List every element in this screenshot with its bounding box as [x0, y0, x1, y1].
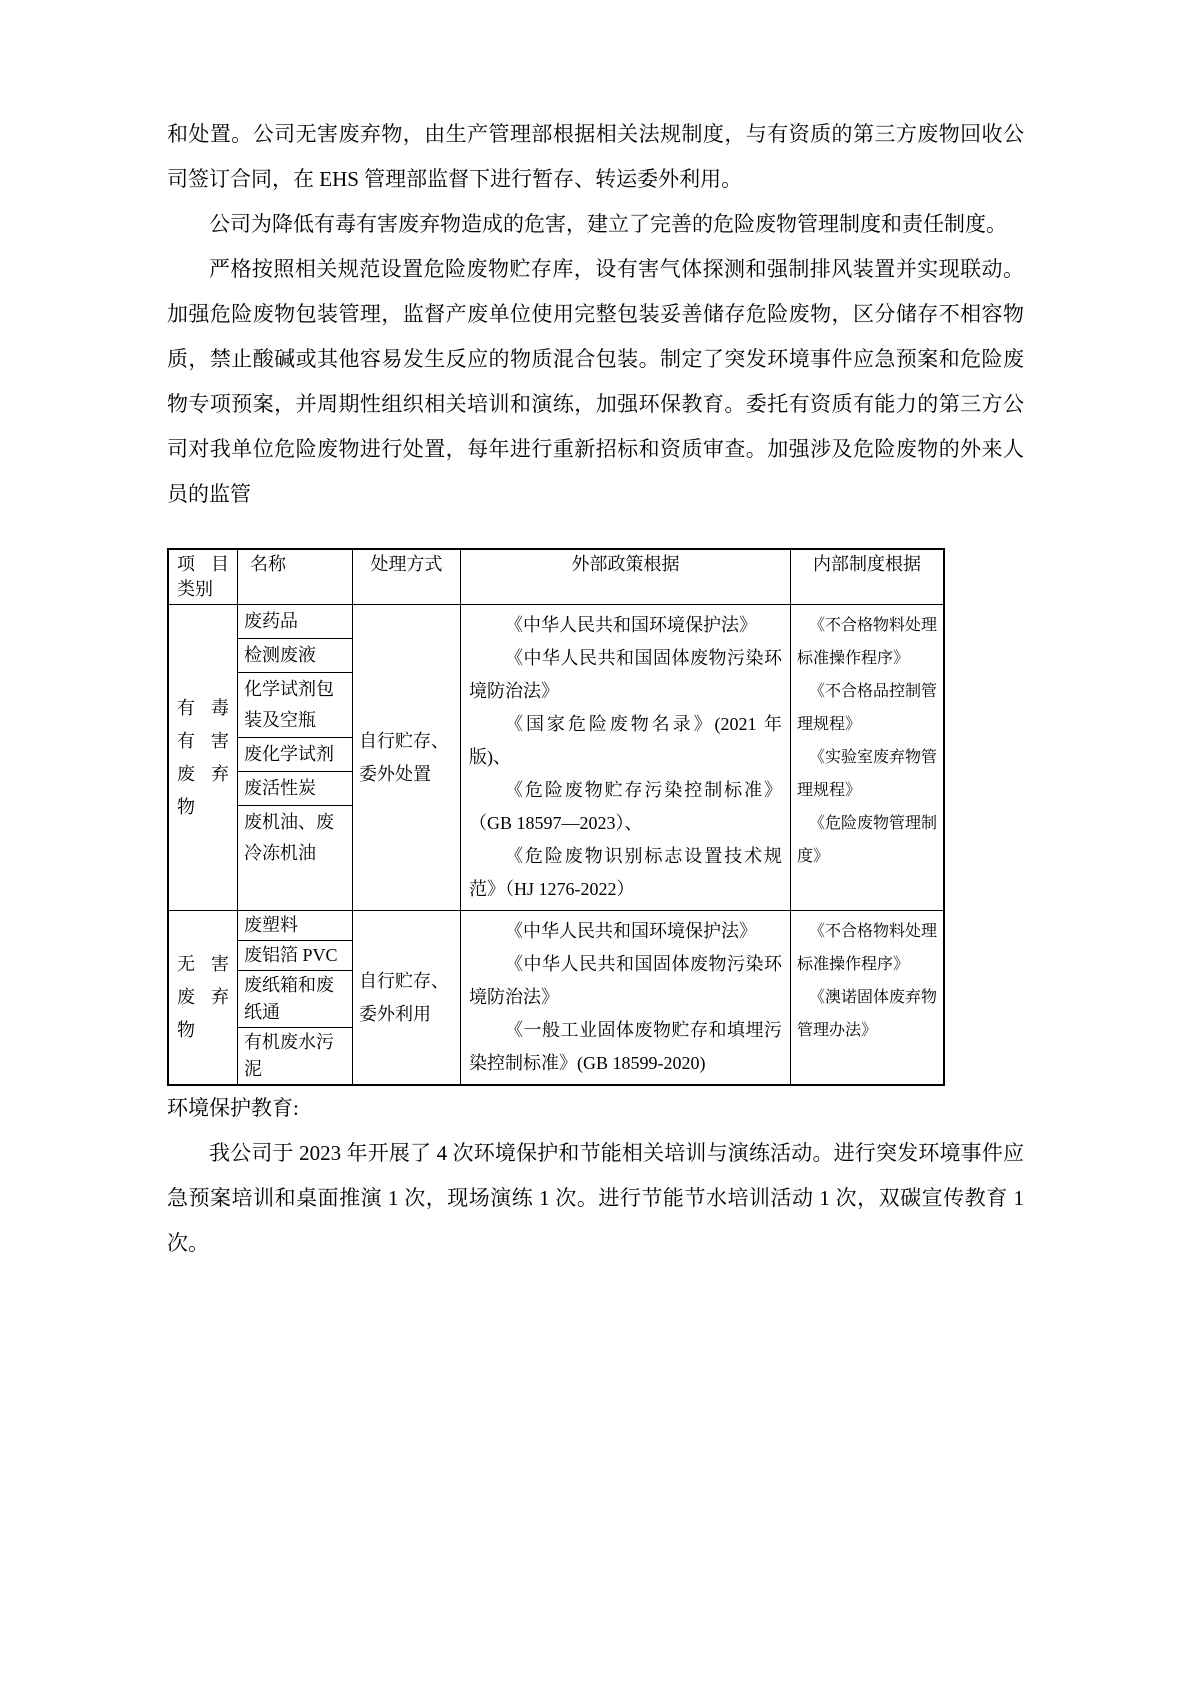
- category-cell: [169, 911, 238, 1084]
- header-name: 名称: [238, 550, 353, 604]
- name-column: [238, 911, 353, 1084]
- category-label: 无害废弃物: [177, 954, 229, 1040]
- education-paragraph: 我公司于 2023 年开展了 4 次环境保护和节能相关培训与演练活动。进行突发环境事件应急预案培训和桌面推演 1 次，现场演练 1 次。进行节能节水培训活动 1 次，双碳宣传教育 1 次。: [167, 1141, 1024, 1255]
- internal-policy-item: 《危险废物管理制度》: [797, 815, 938, 865]
- method-label: 自行贮存、委外利用: [359, 970, 449, 1024]
- waste-table: [167, 548, 945, 1086]
- name-item: 废药品: [238, 605, 352, 639]
- external-policy-item: 《中华人民共和国固体废物污染环境防治法》: [469, 648, 782, 701]
- internal-policy-item: 《澳诺固体废弃物管理办法》: [797, 989, 938, 1039]
- header-internal-policy: 内部制度根据: [813, 554, 921, 574]
- name-item: 废铝箔 PVC: [238, 941, 352, 971]
- table-row-hazardous: [169, 604, 943, 910]
- paragraph-waste-disposal: 和处置。公司无害废弃物，由生产管理部根据相关法规制度，与有资质的第三方废物回收公司签订合同，在 EHS 管理部监督下进行暂存、转运委外利用。: [167, 122, 1024, 191]
- name-item: 废纸箱和废纸通: [238, 971, 352, 1028]
- header-method: 处理方式: [353, 550, 461, 604]
- education-heading: 环境保护教育:: [167, 1096, 299, 1120]
- header-category: 项目类别: [169, 550, 238, 604]
- external-policy-item: 《国家危险废物名录》(2021 年版)、: [469, 714, 782, 767]
- name-item: 废活性炭: [238, 772, 352, 806]
- paragraph-hazardous-system: 公司为降低有毒有害废弃物造成的危害，建立了完善的危险废物管理制度和责任制度。: [209, 212, 1007, 236]
- external-policy-cell: [461, 605, 791, 910]
- name-item: 废机油、废冷冻机油: [244, 812, 334, 863]
- name-item: 废化学试剂: [238, 738, 352, 772]
- internal-policy-item: 《不合格物料处理标准操作程序》: [797, 923, 938, 973]
- external-policy-item: 《危险废物识别标志设置技术规范》（HJ 1276-2022）: [469, 846, 782, 899]
- external-policy-item: 《中华人民共和国固体废物污染环境防治法》: [469, 954, 782, 1007]
- external-policy-cell: [461, 911, 791, 1084]
- method-cell: [353, 605, 461, 910]
- internal-policy-item: 《不合格品控制管理规程》: [797, 683, 938, 733]
- internal-policy-item: 《不合格物料处理标准操作程序》: [797, 617, 938, 667]
- table-header-row: [169, 550, 943, 604]
- name-item: 废塑料: [238, 911, 352, 941]
- external-policy-item: 《危险废物贮存污染控制标准》（GB 18597—2023）、: [469, 780, 782, 833]
- external-policy-item: 《中华人民共和国环境保护法》: [505, 921, 757, 941]
- name-item: 检测废液: [238, 639, 352, 673]
- category-label: 有毒有害废弃物: [177, 697, 229, 817]
- name-item: 化学试剂包装及空瓶: [238, 673, 352, 738]
- external-policy-item: 《一般工业固体废物贮存和填埋污染控制标准》(GB 18599-2020): [469, 1020, 782, 1073]
- header-external-policy: 外部政策根据: [461, 550, 791, 604]
- table-row-harmless: [169, 910, 943, 1084]
- internal-policy-cell: [791, 605, 943, 910]
- category-cell: [169, 605, 238, 910]
- method-cell: [353, 911, 461, 1084]
- external-policy-item: 《中华人民共和国环境保护法》: [505, 615, 757, 635]
- paragraph-hazardous-management: 严格按照相关规范设置危险废物贮存库，设有害气体探测和强制排风装置并实现联动。加强危险废物包装管理，监督产废单位使用完整包装妥善储存危险废物，区分储存不相容物质，禁止酸碱或其他容易发生反应的物质混合包装。制定了突发环境事件应急预案和危险废物专项预案，并周期性组织相关培训和演练，加强环保教育。委托有资质有能力的第三方公司对我单位危险废物进行处置，每年进行重新招标和资质审查。加强涉及危险废物的外来人员的监管: [167, 257, 1024, 506]
- internal-policy-item: 《实验室废弃物管理规程》: [797, 749, 938, 799]
- internal-policy-cell: [791, 911, 943, 1084]
- name-item: 有机废水污泥: [244, 1032, 334, 1079]
- method-label: 自行贮存、委外处置: [359, 730, 449, 784]
- name-column: [238, 605, 353, 910]
